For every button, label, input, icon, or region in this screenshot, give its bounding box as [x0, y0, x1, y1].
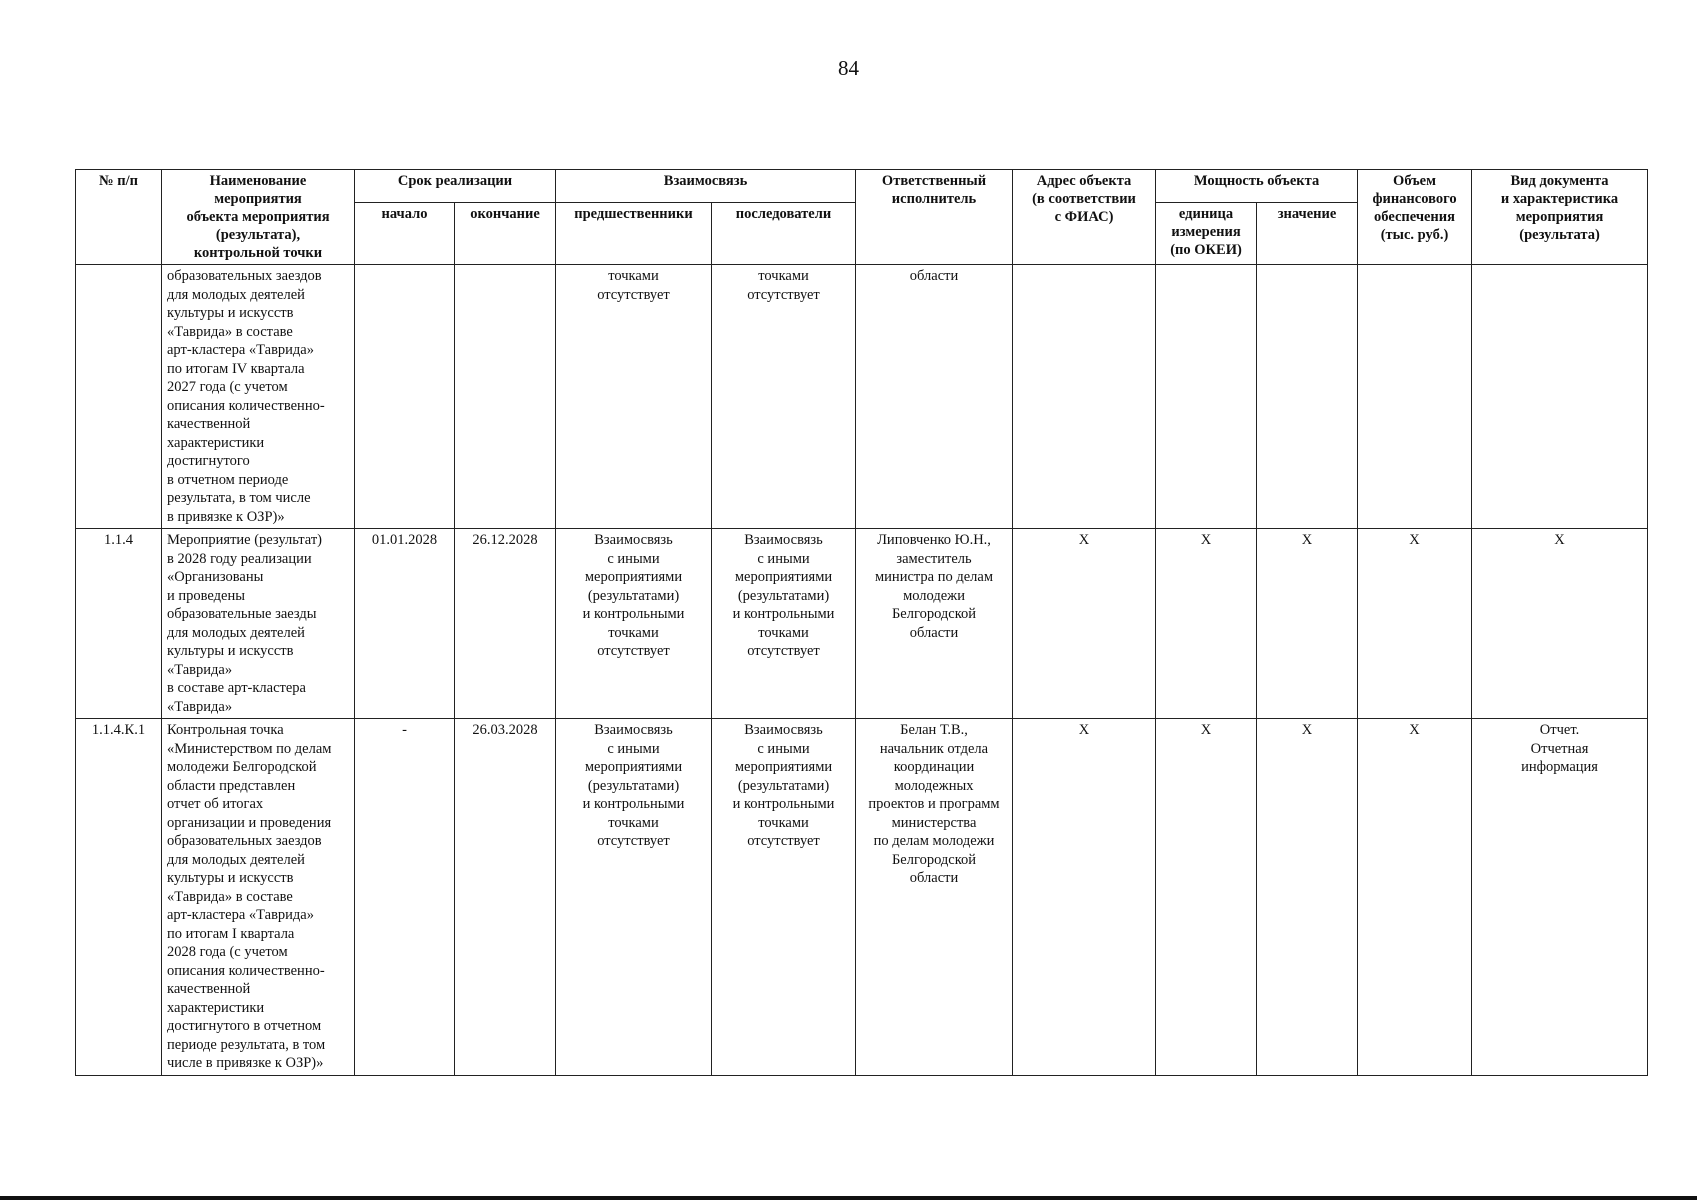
cell-start — [355, 265, 455, 529]
header-address: Адрес объекта (в соответствии с ФИАС) — [1013, 170, 1156, 265]
plan-table — [75, 169, 1648, 1076]
cell-end — [455, 265, 556, 529]
header-num: № п/п — [76, 170, 162, 265]
cell-finance: X — [1358, 719, 1472, 1076]
cell-doc: Отчет. Отчетная информация — [1472, 719, 1648, 1076]
header-responsible: Ответственный исполнитель — [856, 170, 1013, 265]
cell-num — [76, 265, 162, 529]
cell-predecessors: Взаимосвязь с иными мероприятиями (результатами) и контрольными точками отсутствует — [556, 529, 712, 719]
cell-address — [1013, 265, 1156, 529]
cell-num: 1.1.4.К.1 — [76, 719, 162, 1076]
cell-predecessors: точками отсутствует — [556, 265, 712, 529]
cell-doc — [1472, 265, 1648, 529]
cell-address: X — [1013, 529, 1156, 719]
cell-responsible: Липовченко Ю.Н., заместитель министра по делам молодежи Белгородской области — [856, 529, 1013, 719]
cell-responsible: области — [856, 265, 1013, 529]
cell-successors: точками отсутствует — [712, 265, 856, 529]
page-bottom-rule — [0, 1196, 1697, 1200]
cell-value: X — [1257, 529, 1358, 719]
cell-successors: Взаимосвязь с иными мероприятиями (результатами) и контрольными точками отсутствует — [712, 719, 856, 1076]
header-doc: Вид документа и характеристика мероприятия (результата) — [1472, 170, 1648, 265]
cell-address: X — [1013, 719, 1156, 1076]
header-relation-next: последователи — [712, 203, 856, 265]
header-relation: Взаимосвязь — [556, 170, 856, 203]
header-name: Наименование мероприятия объекта мероприятия (результата), контрольной точки — [162, 170, 355, 265]
header-relation-pred: предшественники — [556, 203, 712, 265]
table-row — [76, 529, 1648, 719]
cell-start: - — [355, 719, 455, 1076]
cell-successors: Взаимосвязь с иными мероприятиями (результатами) и контрольными точками отсутствует — [712, 529, 856, 719]
cell-name: Мероприятие (результат) в 2028 году реализации «Организованы и проведены образовательные заезды для молодых деятелей культуры и искусств «Таврида» в составе арт-кластера «Таврида» — [162, 529, 355, 719]
cell-name: Контрольная точка «Министерством по делам молодежи Белгородской области представлен отчет об итогах организации и проведения образовательных заездов для молодых деятелей культуры и искусств «Таврида» в составе арт-кластера «Таврида» по итогам I квартала 2028 года (с учетом описания количественно- качественной характеристики достигнутого в отчетном периоде результата, в том числе в привязке к ОЗР)» — [162, 719, 355, 1076]
cell-value — [1257, 265, 1358, 529]
table-row — [76, 719, 1648, 1076]
cell-end: 26.12.2028 — [455, 529, 556, 719]
cell-end: 26.03.2028 — [455, 719, 556, 1076]
cell-doc: X — [1472, 529, 1648, 719]
cell-value: X — [1257, 719, 1358, 1076]
header-capacity-value: значение — [1257, 203, 1358, 265]
header-term: Срок реализации — [355, 170, 556, 203]
header-finance: Объем финансового обеспечения (тыс. руб.) — [1358, 170, 1472, 265]
cell-responsible: Белан Т.В., начальник отдела координации молодежных проектов и программ министерства по делам молодежи Белгородской области — [856, 719, 1013, 1076]
cell-unit — [1156, 265, 1257, 529]
table-row — [76, 265, 1648, 529]
header-term-start: начало — [355, 203, 455, 265]
page-number: 84 — [838, 56, 859, 80]
cell-num: 1.1.4 — [76, 529, 162, 719]
header-term-end: окончание — [455, 203, 556, 265]
cell-finance: X — [1358, 529, 1472, 719]
header-capacity: Мощность объекта — [1156, 170, 1358, 203]
cell-name: образовательных заездов для молодых деятелей культуры и искусств «Таврида» в составе арт-кластера «Таврида» по итогам IV квартала 2027 года (с учетом описания количественно- качественной характеристики достигнутого в отчетном периоде результата, в том числе в привязке к ОЗР)» — [162, 265, 355, 529]
cell-predecessors: Взаимосвязь с иными мероприятиями (результатами) и контрольными точками отсутствует — [556, 719, 712, 1076]
cell-unit: X — [1156, 529, 1257, 719]
cell-start: 01.01.2028 — [355, 529, 455, 719]
cell-finance — [1358, 265, 1472, 529]
cell-unit: X — [1156, 719, 1257, 1076]
header-capacity-unit: единица измерения (по ОКЕИ) — [1156, 203, 1257, 265]
